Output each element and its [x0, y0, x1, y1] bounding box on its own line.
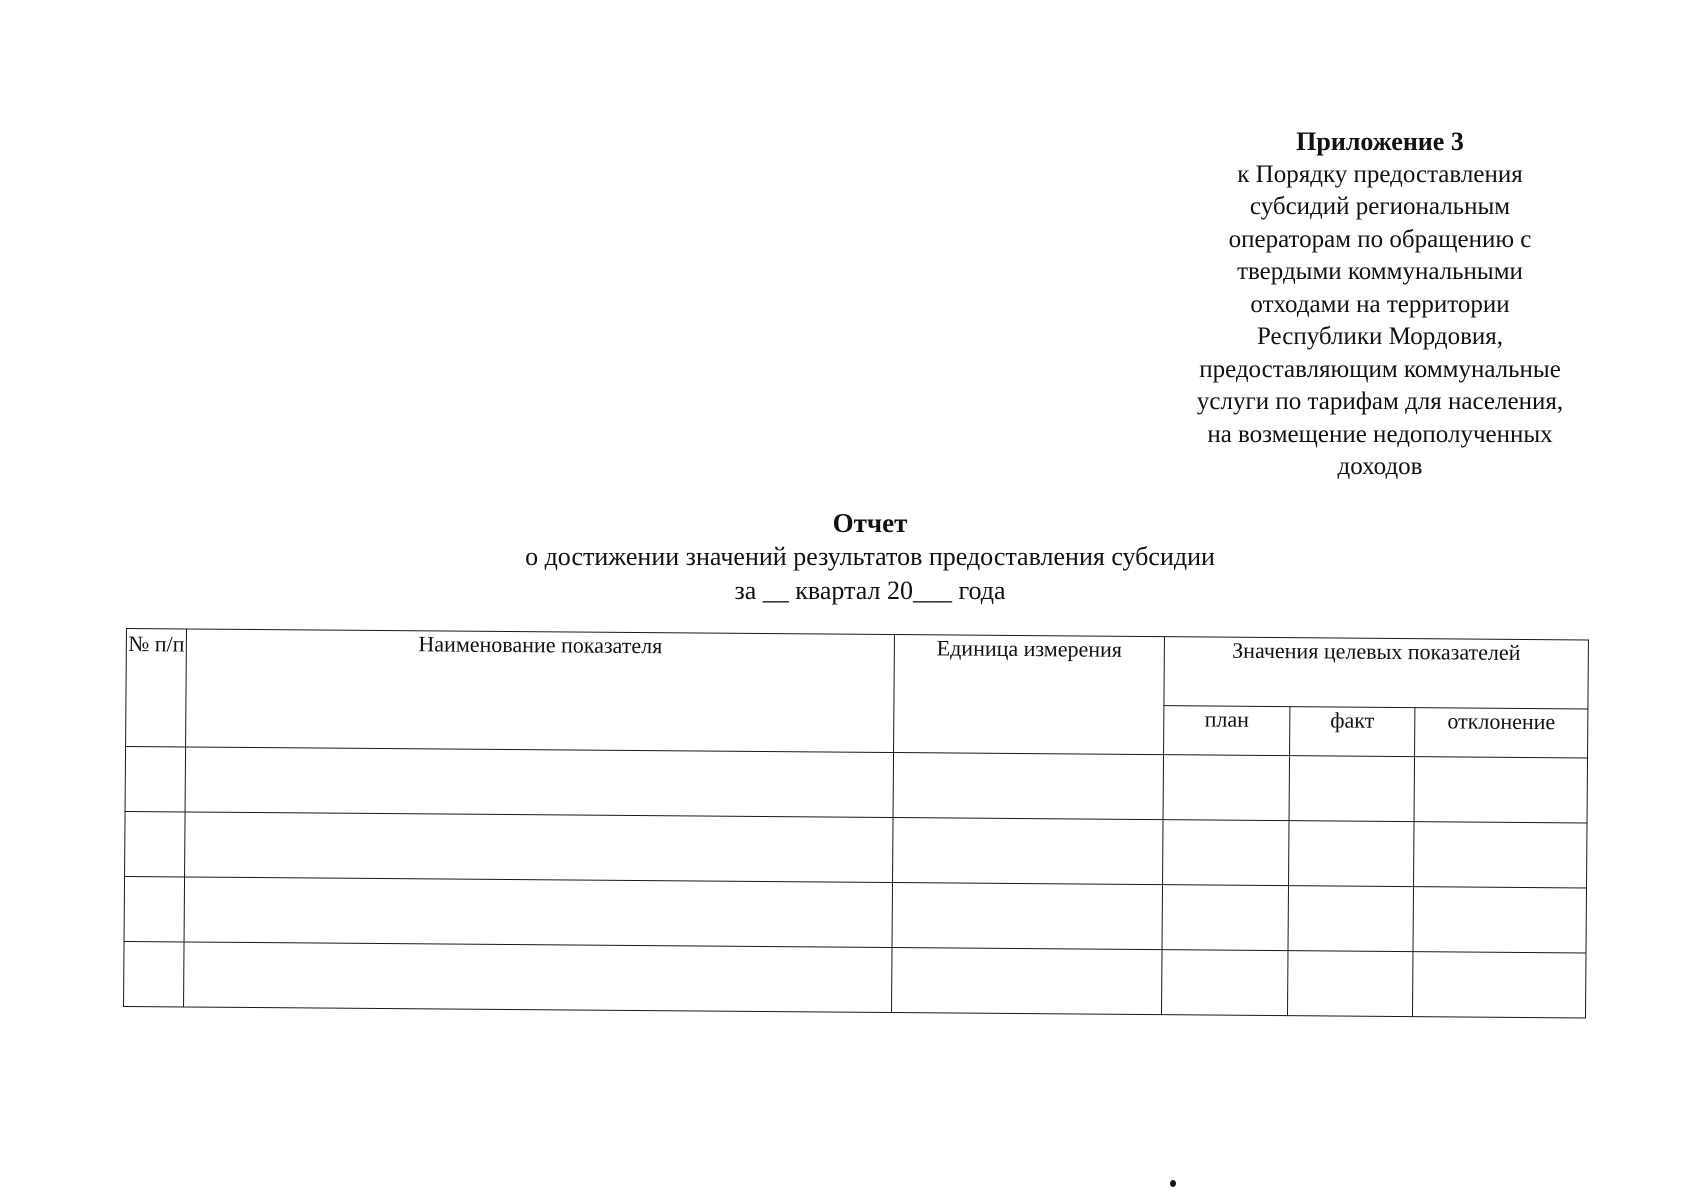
cell-plan[interactable]: [1163, 820, 1290, 886]
table-header-row: [126, 629, 1588, 709]
appendix-title: Приложение 3: [1296, 127, 1464, 156]
appendix-line: Республики Мордовия,: [1256, 323, 1504, 350]
header-plan: план: [1164, 706, 1290, 756]
cell-indicator-name[interactable]: [185, 747, 893, 818]
cell-unit[interactable]: [892, 948, 1163, 1015]
cell-number[interactable]: [124, 876, 185, 941]
appendix-block: [1160, 126, 1600, 484]
cell-unit[interactable]: [893, 753, 1164, 820]
report-heading: [340, 506, 1400, 608]
cell-indicator-name[interactable]: [184, 942, 892, 1013]
table-row: [125, 811, 1587, 887]
cell-deviation[interactable]: [1414, 822, 1588, 888]
header-number: № п/п: [126, 629, 187, 747]
table-row: [124, 876, 1586, 952]
header-fact: факт: [1290, 707, 1415, 757]
report-period: за __ квартал 20___ года: [734, 576, 1006, 605]
appendix-line: доходов: [1337, 453, 1423, 480]
cell-indicator-name[interactable]: [184, 877, 892, 948]
cell-deviation[interactable]: [1413, 887, 1587, 953]
appendix-line: услуги по тарифам для населения,: [1196, 388, 1564, 415]
header-deviation: отклонение: [1415, 708, 1588, 758]
report-subtitle: о достижении значений результатов предоставления субсидии: [525, 542, 1215, 571]
cell-deviation[interactable]: [1414, 757, 1588, 823]
cell-unit[interactable]: [892, 883, 1163, 950]
report-table: [123, 628, 1589, 1018]
cell-number[interactable]: [125, 811, 186, 876]
cell-fact[interactable]: [1287, 951, 1413, 1017]
cell-fact[interactable]: [1289, 756, 1415, 822]
cell-deviation[interactable]: [1412, 952, 1586, 1018]
cell-fact[interactable]: [1289, 821, 1415, 887]
header-unit: Единица измерения: [894, 635, 1165, 755]
cell-fact[interactable]: [1288, 886, 1414, 952]
cell-plan[interactable]: [1161, 950, 1288, 1016]
header-target-values: Значения целевых показателей: [1164, 637, 1589, 709]
appendix-line: отходами на территории: [1250, 290, 1510, 318]
report-table-wrapper: [123, 628, 1588, 1018]
header-indicator-name: Наименование показателя: [186, 629, 895, 753]
scan-artifact-dot: [1170, 1180, 1176, 1187]
appendix-line: твердыми коммунальными: [1237, 258, 1523, 285]
table-row: [125, 747, 1587, 823]
appendix-line: субсидий региональным: [1249, 193, 1511, 220]
appendix-line: операторам по обращению с: [1228, 225, 1532, 253]
cell-plan[interactable]: [1163, 755, 1290, 821]
appendix-line: предоставляющим коммунальные: [1199, 355, 1561, 383]
cell-indicator-name[interactable]: [185, 812, 893, 883]
cell-unit[interactable]: [893, 818, 1164, 885]
appendix-line: на возмещение недополученных: [1207, 420, 1553, 448]
cell-number[interactable]: [124, 941, 185, 1006]
report-title: Отчет: [832, 508, 908, 538]
cell-number[interactable]: [125, 747, 186, 812]
cell-plan[interactable]: [1162, 885, 1289, 951]
appendix-line: к Порядку предоставления: [1237, 160, 1523, 188]
table-row: [124, 941, 1586, 1017]
